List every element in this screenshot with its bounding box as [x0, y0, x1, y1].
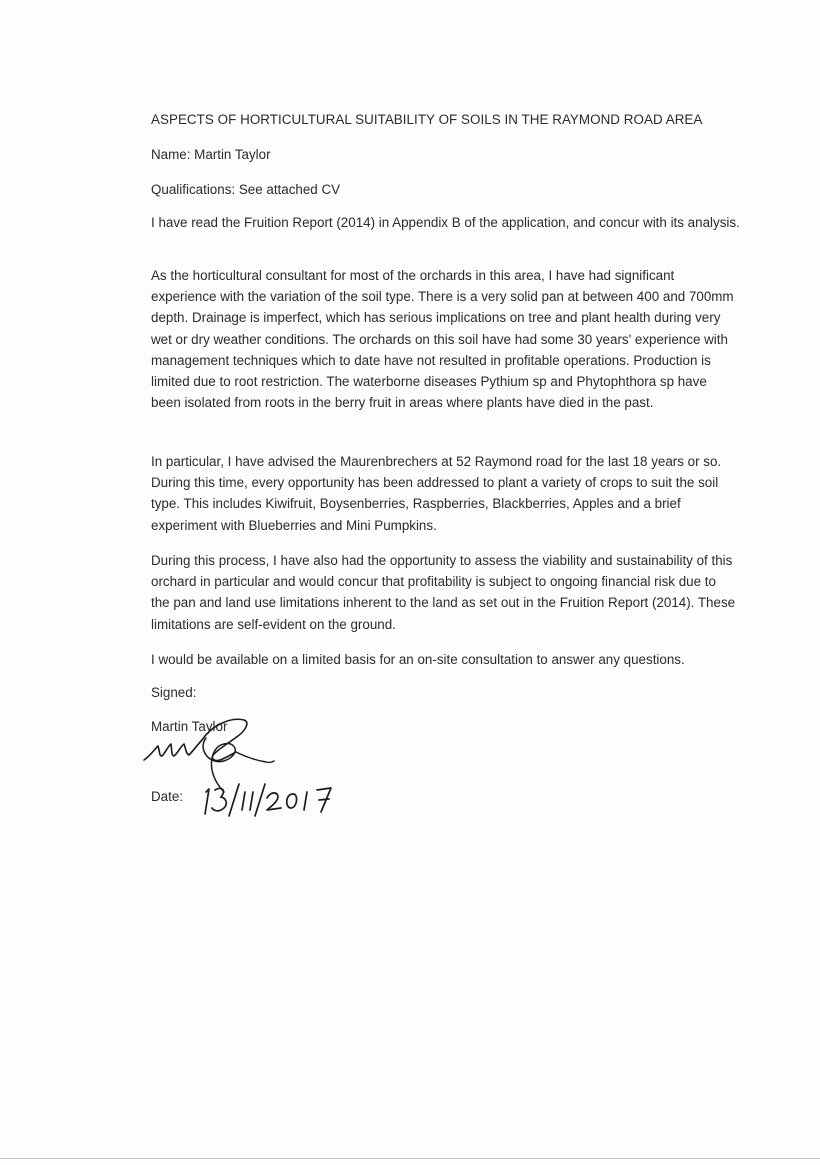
- paragraph-viability: During this process, I have also had the opportunity to assess the viability and sustainability of this orchard in particular and would concur that profitability is subject to ongoing financial risk due to the pan and land use limitations inherent to the land as set out in the Fruition Report (2014). These limitations are self-evident on the ground.: [151, 553, 736, 632]
- document-heading: ASPECTS OF HORTICULTURAL SUITABILITY OF SOILS IN THE RAYMOND ROAD AREA: [151, 112, 703, 127]
- signatory-name: Martin Taylor: [151, 719, 228, 734]
- page-bottom-edge: [0, 1158, 820, 1159]
- signed-label: Signed:: [151, 685, 197, 700]
- date-label: Date:: [151, 789, 184, 804]
- qualifications-line: Qualifications: See attached CV: [151, 182, 341, 197]
- paragraph-consultant-experience: As the horticultural consultant for most of the orchards in this area, I have had significant experience with the variation of the soil type. There is a very solid pan at between 400 and 700mm depth. Drainage is imperfect, which has serious implications on tree and plant health during very wet or dry weather conditions. The orchards on this soil have had some 30 years' experience with management techniques which to date have not resulted in profitable operations. Production is limited due to root restriction. The waterborne diseases Pythium sp and Phytophthora sp have been isolated from roots in the berry fruit in areas where plants have died in the past.: [151, 268, 734, 411]
- paragraph-fruition-report: I have read the Fruition Report (2014) in Appendix B of the application, and concur with its analysis.: [151, 215, 740, 230]
- paragraph-availability: I would be available on a limited basis for an on-site consultation to answer any questions.: [151, 652, 685, 667]
- paragraph-maurenbrechers: In particular, I have advised the Maurenbrechers at 52 Raymond road for the last 18 years or so. During this time, every opportunity has been addressed to plant a variety of crops to suit the soil type. This includes Kiwifruit, Boysenberries, Raspberries, Blackberries, Apples and a brief experiment with Blueberries and Mini Pumpkins.: [151, 454, 722, 533]
- handwritten-date: [203, 780, 343, 820]
- name-line: Name: Martin Taylor: [151, 147, 271, 162]
